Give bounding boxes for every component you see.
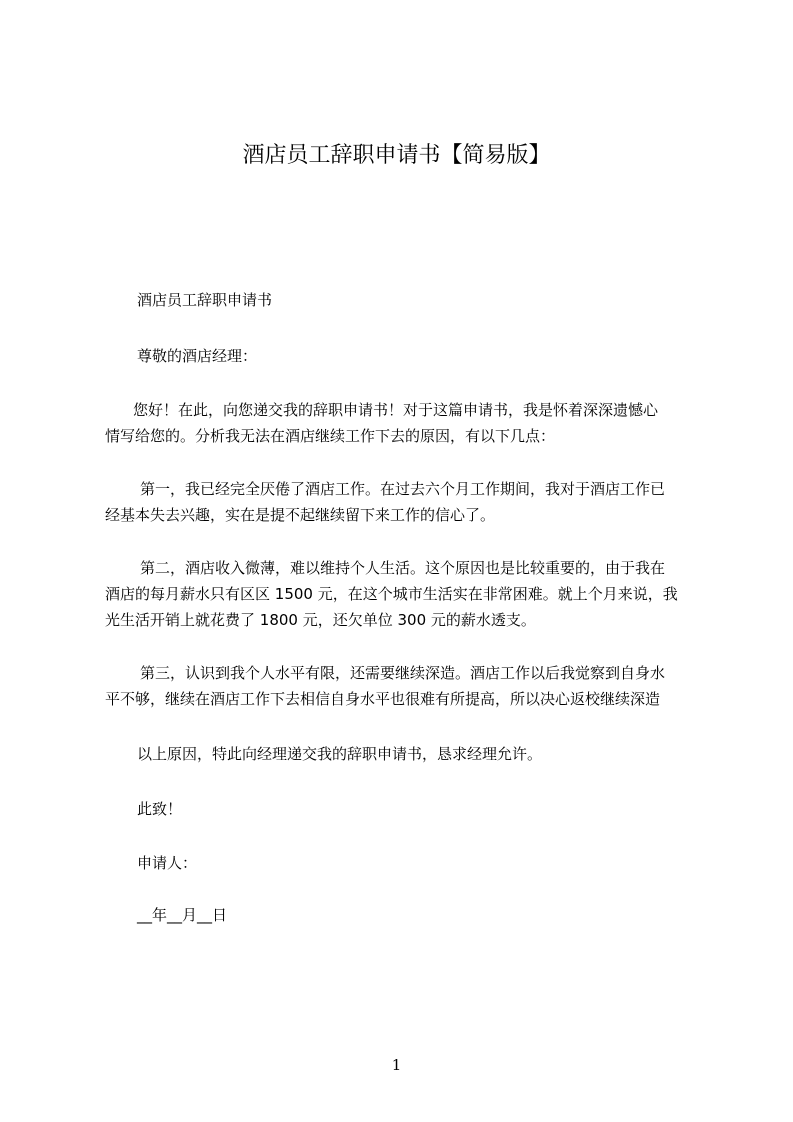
applicant-label: 申请人： (137, 854, 198, 872)
date-line: __年__月__日 (137, 906, 228, 924)
paragraph-2-line-2: 经基本失去兴趣，实在是提不起继续留下来工作的信心了。 (105, 506, 496, 524)
paragraph-4-line-1: 第三，认识到我个人水平有限，还需要继续深造。酒店工作以后我觉察到自身水 (140, 664, 666, 682)
closing: 此致！ (137, 800, 183, 818)
paragraph-3-line-1: 第二，酒店收入微薄，难以维持个人生活。这个原因也是比较重要的，由于我在 (140, 559, 666, 577)
paragraph-1-line-2: 情写给您的。分析我无法在酒店继续工作下去的原因，有以下几点： (105, 427, 556, 445)
document-title: 酒店员工辞职申请书【简易版】 (242, 143, 551, 168)
paragraph-1-line-1: 您好！在此，向您递交我的辞职申请书！对于这篇申请书，我是怀着深深遗憾心 (133, 401, 659, 419)
letter-heading: 酒店员工辞职申请书 (137, 291, 273, 309)
paragraph-3-line-2: 酒店的每月薪水只有区区 1500 元，在这个城市生活实在非常困难。就上个月来说，我 (105, 585, 678, 603)
page-number: 1 (391, 1056, 402, 1074)
paragraph-3-line-3: 光生活开销上就花费了 1800 元，还欠单位 300 元的薪水透支。 (105, 611, 536, 629)
salutation: 尊敬的酒店经理： (137, 347, 258, 365)
paragraph-4-line-2: 平不够，继续在酒店工作下去相信自身水平也很难有所提高，所以决心返校继续深造 (105, 690, 661, 708)
conclusion: 以上原因，特此向经理递交我的辞职申请书，恳求经理允许。 (137, 745, 543, 763)
paragraph-2-line-1: 第一，我已经完全厌倦了酒店工作。在过去六个月工作期间，我对于酒店工作已 (140, 480, 666, 498)
